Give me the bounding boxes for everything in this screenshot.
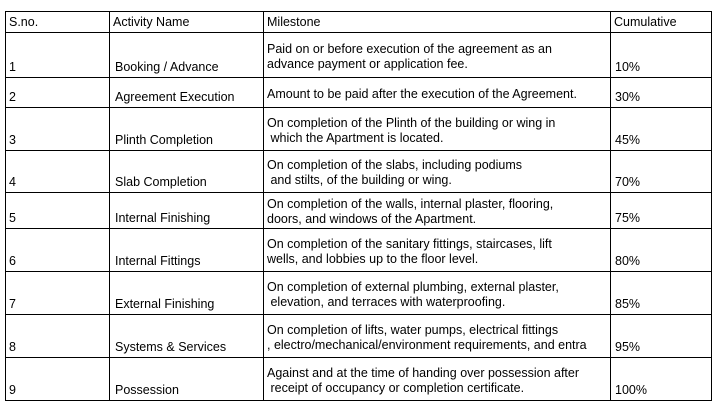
activity-cell: Possession bbox=[110, 358, 264, 401]
milestone-cell: On completion of the walls, internal plaster, flooring, doors, and windows of the Apartment. bbox=[264, 193, 611, 229]
sno-cell: 4 bbox=[6, 151, 110, 193]
milestone-cell: Against and at the time of handing over possession after receipt of occupancy or completion certificate. bbox=[264, 358, 611, 401]
activity-cell: Agreement Execution bbox=[110, 78, 264, 108]
activity-cell: Booking / Advance bbox=[110, 33, 264, 78]
table-row bbox=[6, 193, 712, 229]
milestone-cell: On completion of lifts, water pumps, electrical fittings , electro/mechanical/environment requirements, and entra bbox=[264, 315, 611, 358]
activity-cell: Slab Completion bbox=[110, 151, 264, 193]
milestone-cell: Paid on or before execution of the agreement as an advance payment or application fee. bbox=[264, 33, 611, 78]
milestone-cell: On completion of the Plinth of the building or wing in which the Apartment is located. bbox=[264, 108, 611, 151]
cumulative-cell: 75% bbox=[611, 193, 712, 229]
activity-cell: Internal Fittings bbox=[110, 229, 264, 272]
table-row bbox=[6, 358, 712, 401]
table-row bbox=[6, 33, 712, 78]
cumulative-cell: 10% bbox=[611, 33, 712, 78]
table-row bbox=[6, 315, 712, 358]
cumulative-cell: 95% bbox=[611, 315, 712, 358]
sno-cell: 5 bbox=[6, 193, 110, 229]
milestone-cell: On completion of the sanitary fittings, staircases, lift wells, and lobbies up to the floor level. bbox=[264, 229, 611, 272]
table-row bbox=[6, 151, 712, 193]
table-row bbox=[6, 272, 712, 315]
cumulative-cell: 70% bbox=[611, 151, 712, 193]
activity-cell: Internal Finishing bbox=[110, 193, 264, 229]
table-row bbox=[6, 78, 712, 108]
header-cumulative: Cumulative bbox=[611, 12, 712, 33]
cumulative-cell: 100% bbox=[611, 358, 712, 401]
activity-cell: Plinth Completion bbox=[110, 108, 264, 151]
sno-cell: 1 bbox=[6, 33, 110, 78]
header-milestone: Milestone bbox=[264, 12, 611, 33]
milestone-cell: On completion of the slabs, including podiums and stilts, of the building or wing. bbox=[264, 151, 611, 193]
payment-schedule-table bbox=[5, 11, 712, 401]
activity-cell: Systems & Services bbox=[110, 315, 264, 358]
sno-cell: 6 bbox=[6, 229, 110, 272]
header-row bbox=[6, 12, 712, 33]
sno-cell: 7 bbox=[6, 272, 110, 315]
milestone-cell: Amount to be paid after the execution of the Agreement. bbox=[264, 78, 611, 108]
cumulative-cell: 30% bbox=[611, 78, 712, 108]
header-sno: S.no. bbox=[6, 12, 110, 33]
sno-cell: 8 bbox=[6, 315, 110, 358]
milestone-cell: On completion of external plumbing, external plaster, elevation, and terraces with waterproofing. bbox=[264, 272, 611, 315]
cumulative-cell: 80% bbox=[611, 229, 712, 272]
header-activity-name: Activity Name bbox=[110, 12, 264, 33]
table-row bbox=[6, 229, 712, 272]
sno-cell: 2 bbox=[6, 78, 110, 108]
sno-cell: 3 bbox=[6, 108, 110, 151]
cumulative-cell: 45% bbox=[611, 108, 712, 151]
cumulative-cell: 85% bbox=[611, 272, 712, 315]
activity-cell: External Finishing bbox=[110, 272, 264, 315]
sno-cell: 9 bbox=[6, 358, 110, 401]
table-row bbox=[6, 108, 712, 151]
